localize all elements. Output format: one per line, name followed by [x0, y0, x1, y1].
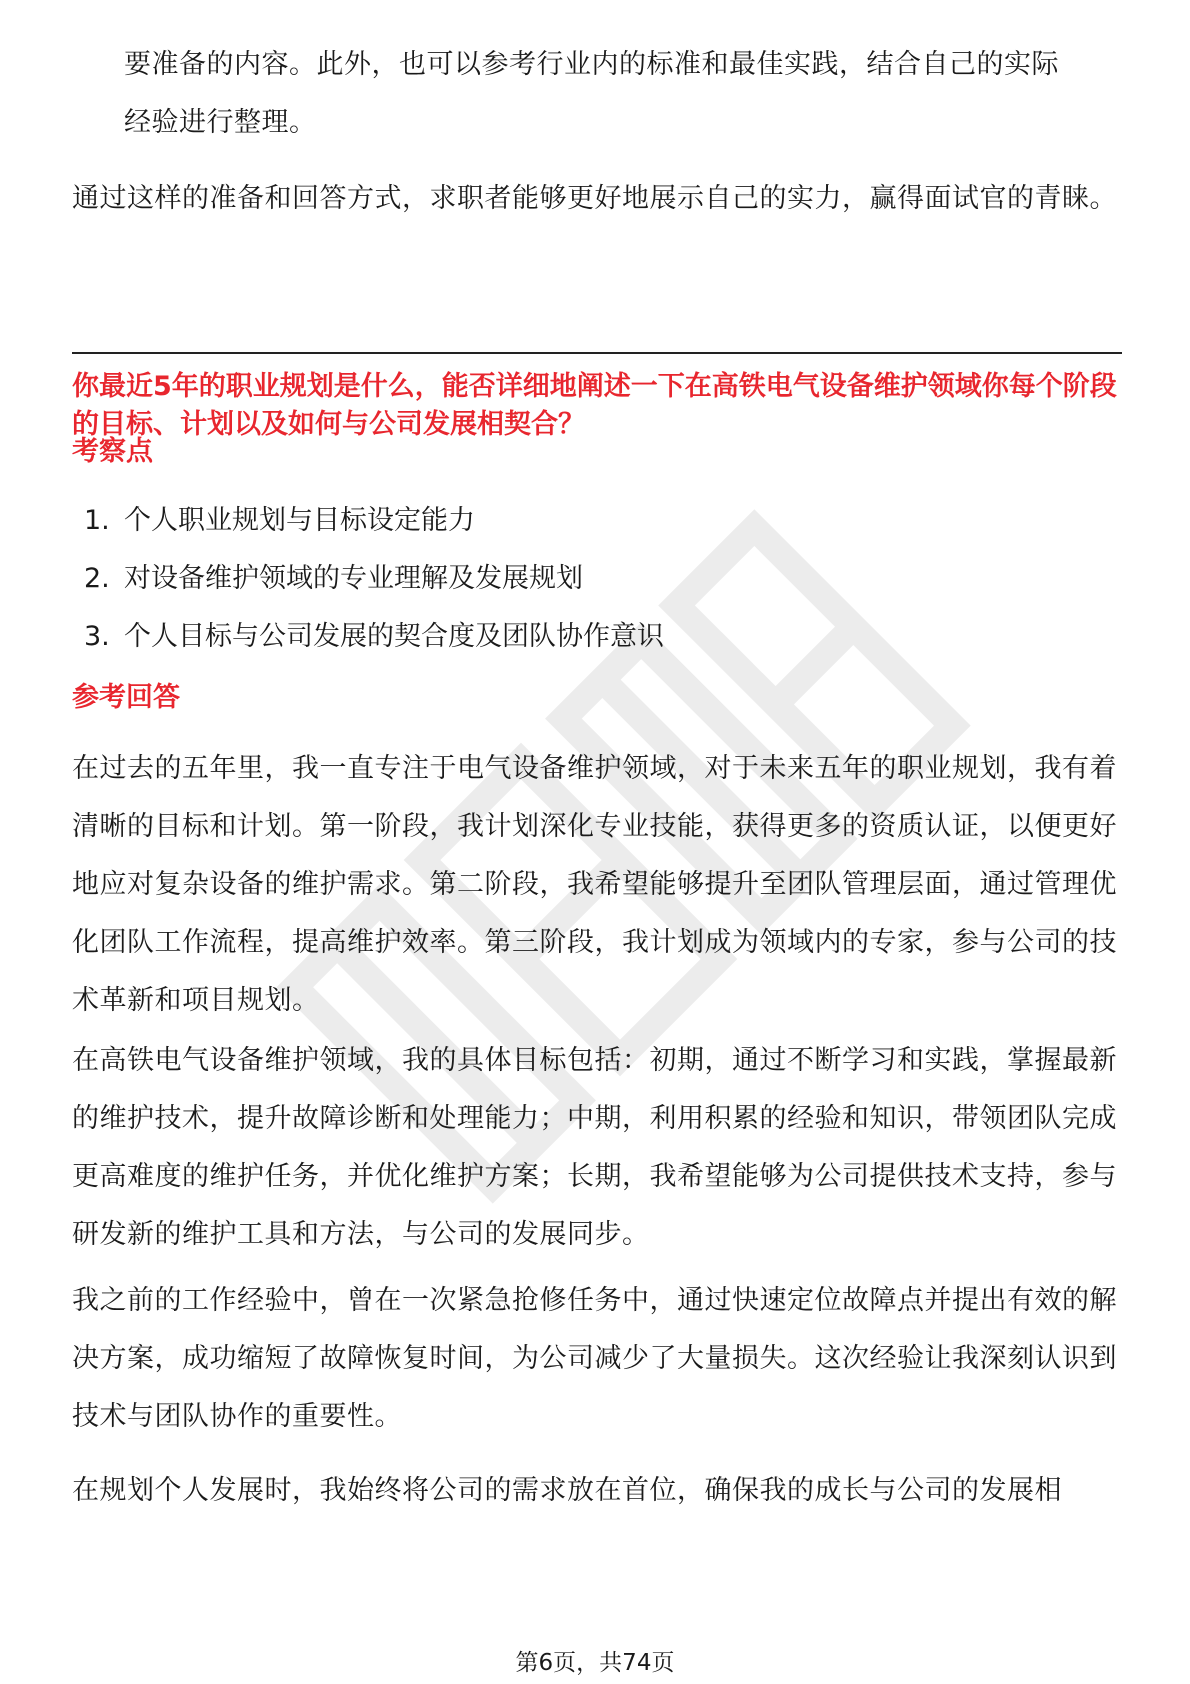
answer-paragraph-4: 在规划个人发展时，我始终将公司的需求放在首位，确保我的成长与公司的发展相 [72, 1475, 1062, 1506]
intro-paragraph [124, 36, 1124, 152]
list-number: 2. [84, 563, 110, 594]
answer-paragraph-2: 在高铁电气设备维护领域，我的具体目标包括：初期，通过不断学习和实践，掌握最新的维护技术，提升故障诊断和处理能力；中期，利用积累的经验和知识，带领团队完成更高难度的维护任务，并优化维护方案；长期，我希望能够为公司提供技术支持，参与研发新的维护工具和方法，与公司的发展同步。 [72, 1045, 1117, 1250]
page-number: 第6页，共74页 [515, 1650, 675, 1676]
list-number: 1. [84, 505, 110, 536]
answer-paragraph-1: 在过去的五年里，我一直专注于电气设备维护领域，对于未来五年的职业规划，我有着清晰的目标和计划。第一阶段，我计划深化专业技能，获得更多的资质认证，以便更好地应对复杂设备的维护需求。第二阶段，我希望能够提升至团队管理层面，通过管理优化团队工作流程，提高维护效率。第三阶段，我计划成为领域内的专家，参与公司的技术革新和项目规划。 [72, 753, 1117, 1016]
list-number: 3. [84, 621, 110, 652]
list-item [84, 608, 1084, 666]
list-text: 个人职业规划与目标设定能力 [124, 505, 475, 536]
list-item [84, 492, 1084, 550]
list-text: 对设备维护领域的专业理解及发展规划 [124, 563, 583, 594]
reference-label: 参考回答 [72, 682, 180, 713]
answer-paragraph-3: 我之前的工作经验中，曾在一次紧急抢修任务中，通过快速定位故障点并提出有效的解决方案，成功缩短了故障恢复时间，为公司减少了大量损失。这次经验让我深刻认识到技术与团队协作的重要性。 [72, 1285, 1117, 1432]
assessment-label: 考察点 [72, 436, 153, 467]
section-divider [72, 352, 1122, 354]
list-text: 个人目标与公司发展的契合度及团队协作意识 [124, 621, 664, 652]
question-heading: 你最近5年的职业规划是什么，能否详细地阐述一下在高铁电气设备维护领域你每个阶段的目标、计划以及如何与公司发展相契合？ [72, 371, 1117, 440]
list-item [84, 550, 1084, 608]
assessment-list [84, 492, 1084, 666]
intro-line-2: 经验进行整理。 [124, 107, 317, 138]
intro-line-1: 要准备的内容。此外，也可以参考行业内的标准和最佳实践，结合自己的实际 [124, 49, 1059, 80]
summary-paragraph: 通过这样的准备和回答方式，求职者能够更好地展示自己的实力，赢得面试官的青睐。 [72, 183, 1117, 214]
